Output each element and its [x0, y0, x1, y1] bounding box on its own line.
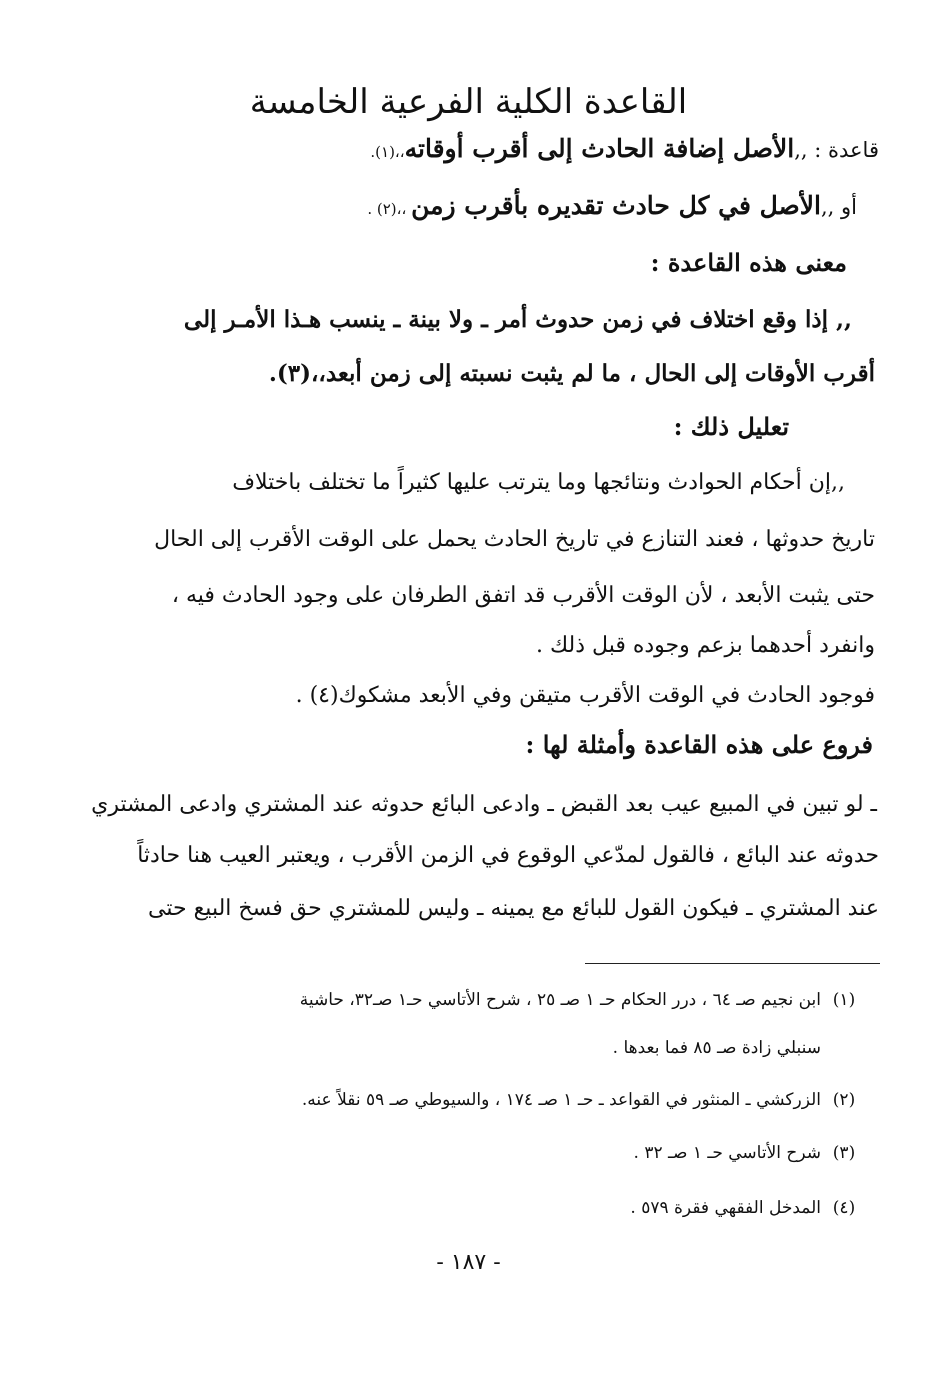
footnote-number: (٣) [832, 1143, 856, 1163]
footnote-1-continuation: سنبلي زادة صـ ٨٥ فما بعدها . [612, 1038, 821, 1058]
rule-suffix: ،،(٢) . [367, 200, 412, 218]
meaning-heading: معنى هذه القاعدة : [650, 248, 847, 277]
reason-heading: تعليل ذلك : [673, 412, 789, 441]
reason-line-4: وانفرد أحدهما بزعم وجوده قبل ذلك . [536, 633, 875, 658]
rule-prefix: قاعدة : ,, [794, 138, 879, 162]
reason-line-1: ,,إن أحكام الحوادث ونتائجها وما يترتب عليها كثيراً ما تختلف باختلاف [232, 470, 845, 495]
footnote-2 [302, 1090, 867, 1110]
rule-suffix: ،،(١). [370, 143, 405, 161]
reason-line-5: فوجود الحادث في الوقت الأقرب متيقن وفي الأبعد مشكوك(٤) . [295, 683, 875, 708]
footnote-text: الزركشي ـ المنثور في القواعد ـ حـ ١ صـ ١٧٤ ، والسيوطي صـ ٥٩ نقلاً عنه. [301, 1090, 821, 1110]
meaning-line-2: أقرب الأوقات إلى الحال ، ما لم يثبت نسبته إلى زمن أبعد،،(٣). [268, 360, 875, 387]
footnote-text: ابن نجيم صـ ٦٤ ، درر الحكام حـ ١ صـ ٢٥ ، شرح الأتاسي حـ١ صـ٣٢، حاشية [299, 990, 821, 1010]
rule-text: الأصل إضافة الحادث إلى أقرب أوقاته [404, 134, 795, 163]
branches-line-1: ـ لو تبين في المبيع عيب بعد القبض ـ وادعى البائع حدوثه عند المشتري وادعى المشتري [91, 792, 877, 817]
branches-heading: فروع على هذه القاعدة وأمثلة لها : [525, 730, 873, 759]
branches-line-2: حدوثه عند البائع ، فالقول لمدّعي الوقوع في الزمن الأقرب ، ويعتبر العيب هنا حادثاً [137, 843, 879, 868]
meaning-line-1: ,, إذا وقع اختلاف في زمن حدوث أمر ـ ولا بينة ـ ينسب هـذا الأمـر إلى [183, 306, 852, 333]
page-title: القاعدة الكلية الفرعية الخامسة [249, 82, 688, 122]
footnote-number: (٤) [832, 1198, 856, 1218]
footnote-1 [300, 990, 867, 1010]
rule-statement-1 [370, 134, 879, 163]
footnote-separator [585, 963, 880, 964]
branches-line-3: عند المشتري ـ فيكون القول للبائع مع يمينه ـ وليس للمشتري حق فسخ البيع حتى [148, 896, 879, 921]
footnote-3 [634, 1143, 868, 1163]
rule-statement-2 [367, 191, 857, 220]
reason-line-2: تاريخ حدوثها ، فعند التنازع في تاريخ الحادث يحمل على الوقت الأقرب إلى الحال [154, 527, 875, 552]
footnote-4 [630, 1198, 867, 1218]
rule-prefix: أو ,, [820, 195, 857, 219]
reason-line-3: حتى يثبت الأبعد ، لأن الوقت الأقرب قد اتفق الطرفان على وجود الحادث فيه ، [171, 583, 875, 608]
footnote-number: (٢) [832, 1090, 856, 1110]
footnote-number: (١) [832, 990, 856, 1010]
rule-text: الأصل في كل حادث تقديره بأقرب زمن [411, 191, 821, 220]
footnote-text: شرح الأتاسي حـ ١ صـ ٣٢ . [633, 1143, 821, 1163]
page-number: - ١٨٧ - [436, 1250, 501, 1275]
footnote-text: المدخل الفقهي فقرة ٥٧٩ . [630, 1198, 821, 1218]
